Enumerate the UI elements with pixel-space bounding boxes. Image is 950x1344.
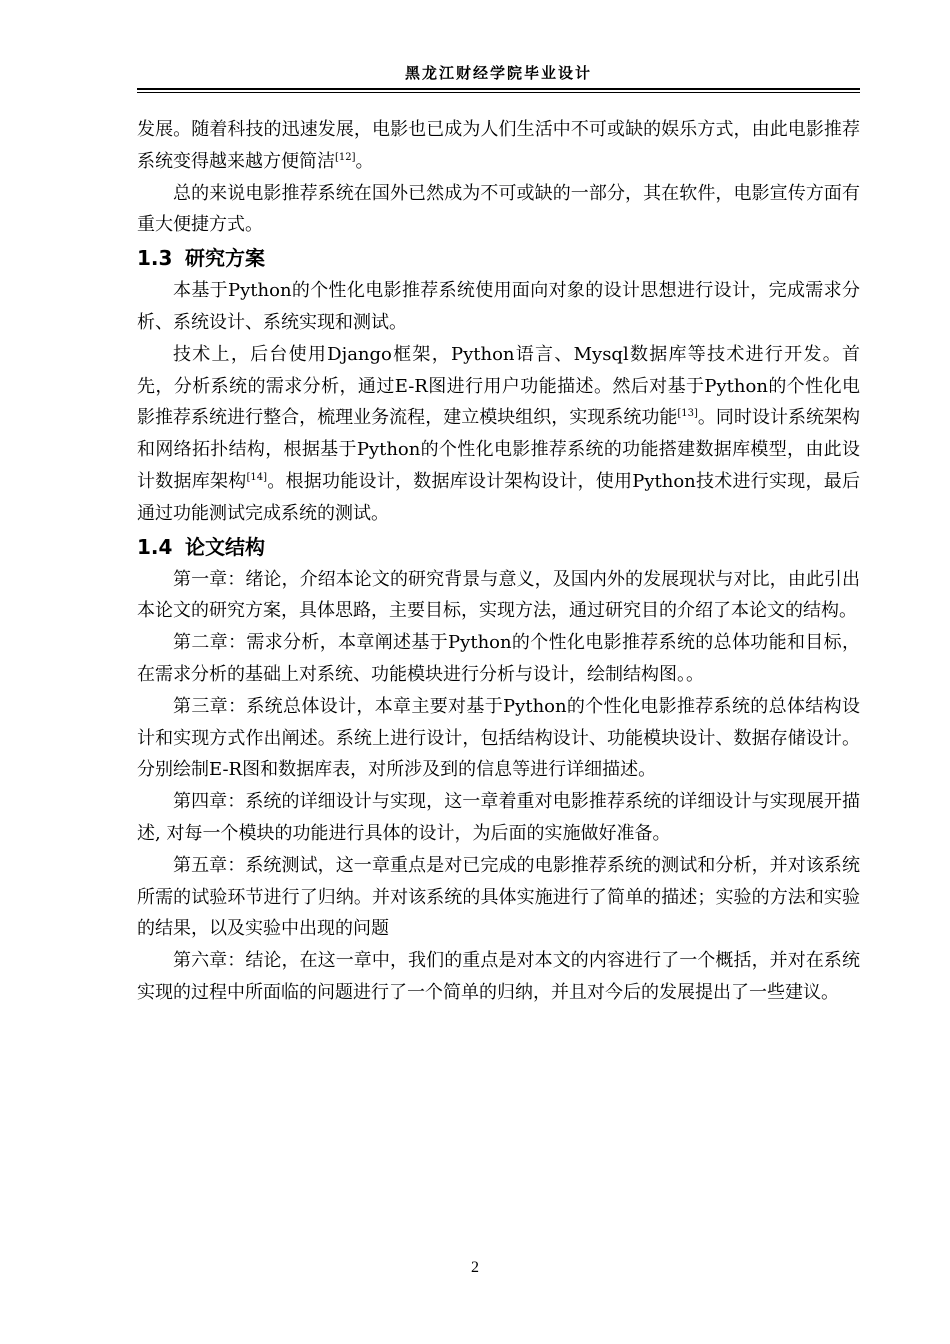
section-heading-1-3 xyxy=(137,241,860,275)
chapter-summary-3: 第三章：系统总体设计，本章主要对基于Python的个性化电影推荐系统的总体结构设计和实现方式作出阐述。系统上进行设计，包括结构设计、功能模块设计、数据存储设计。分别绘制E-R图和数据库表，对所涉及到的信息等进行详细描述。 xyxy=(137,695,860,781)
intro-paragraph-2: 总的来说电影推荐系统在国外已然成为不可或缺的一部分，其在软件，电影宣传方面有重大便捷方式。 xyxy=(137,182,860,236)
citation-13: [13] xyxy=(677,408,698,420)
research-plan-text-c: 。根据功能设计，数据库设计架构设计，使用Python技术进行实现，最后通过功能测试完成系统的测试。 xyxy=(137,470,860,524)
research-plan-text-b: 。同时设计系统架构和网络拓扑结构，根据基于Python的个性化电影推荐系统的功能搭建数据库模型，由此设计数据库架构 xyxy=(137,407,860,492)
page-number: 2 xyxy=(471,1259,479,1276)
page-header-title: 黑龙江财经学院毕业设计 xyxy=(404,64,592,82)
chapter-summary-1: 第一章：绪论，介绍本论文的研究背景与意义，及国内外的发展现状与对比，由此引出本论文的研究方案，具体思路，主要目标，实现方法，通过研究目的介绍了本论文的结构。 xyxy=(137,568,860,622)
intro-paragraph-1-tail: 。 xyxy=(355,150,374,172)
research-plan-paragraph-2 xyxy=(137,339,860,530)
research-plan-paragraph-1: 本基于Python的个性化电影推荐系统使用面向对象的设计思想进行设计，完成需求分析、系统设计、系统实现和测试。 xyxy=(137,280,860,333)
section-number: 1.4 xyxy=(137,534,173,559)
section-heading-1-4 xyxy=(137,530,860,564)
header-rule-thin xyxy=(137,92,860,93)
citation-12: [12] xyxy=(335,151,356,163)
document-body xyxy=(137,114,860,1009)
chapter-summary-2: 第二章：需求分析，本章阐述基于Python的个性化电影推荐系统的总体功能和目标，在需求分析的基础上对系统、功能模块进行分析与设计，绘制结构图。。 xyxy=(137,632,860,685)
intro-paragraph-1 xyxy=(137,114,860,178)
chapter-summary-4: 第四章：系统的详细设计与实现，这一章着重对电影推荐系统的详细设计与实现展开描述, 对每一个模块的功能进行具体的设计，为后面的实施做好准备。 xyxy=(137,791,860,844)
research-plan-text-a: 技术上，后台使用Django框架，Python语言、Mysql数据库等技术进行开发。首先，分析系统的需求分析，通过E-R图进行用户功能描述。然后对基于Python的个性化电影推荐系统进行整合，梳理业务流程，建立模块组织，实现系统功能 xyxy=(137,343,860,429)
chapter-summary-6: 第六章：结论，在这一章中，我们的重点是对本文的内容进行了一个概括，并对在系统实现的过程中所面临的问题进行了一个简单的归纳，并且对今后的发展提出了一些建议。 xyxy=(137,950,860,1003)
section-title: 论文结构 xyxy=(185,534,265,559)
section-number: 1.3 xyxy=(137,246,173,271)
section-title: 研究方案 xyxy=(185,246,265,271)
header-rule-thick xyxy=(137,88,860,90)
chapter-summary-5: 第五章：系统测试，这一章重点是对已完成的电影推荐系统的测试和分析，并对该系统所需的试验环节进行了归纳。并对该系统的具体实施进行了简单的描述；实验的方法和实验的结果，以及实验中出现的问题 xyxy=(137,854,860,940)
citation-14: [14] xyxy=(246,471,268,483)
intro-paragraph-1-text: 发展。随着科技的迅速发展，电影也已成为人们生活中不可或缺的娱乐方式，由此电影推荐系统变得越来越方便简洁 xyxy=(137,119,860,172)
